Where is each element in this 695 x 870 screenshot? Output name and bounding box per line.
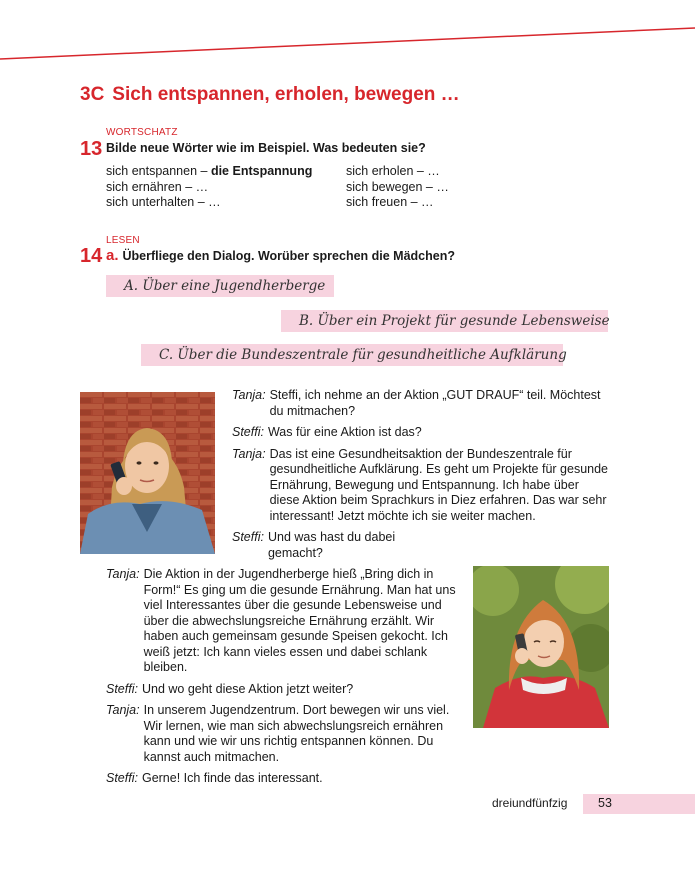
speaker-label: Steffi: — [232, 425, 264, 439]
dialog-turn — [232, 530, 612, 561]
photo-girl-brick-wall — [80, 392, 215, 554]
photo-girl-red-hair — [473, 566, 609, 728]
word-item: sich erholen – … — [346, 164, 440, 178]
answer-option-c[interactable]: C. Über die Bundeszentrale für gesundheitliche Aufklärung — [141, 344, 563, 366]
speech-text: Und was hast du dabei gemacht? — [267, 530, 396, 560]
answer-option-a[interactable]: A. Über eine Jugendherberge — [106, 275, 334, 297]
top-rule-line — [0, 0, 695, 62]
dialog-turn — [232, 447, 612, 525]
dialog-top — [232, 388, 612, 567]
word-item: sich entspannen – die Entspannung — [106, 164, 313, 178]
speech-text: In unserem Jugendzentrum. Dort bewegen wir uns viel. Wir lernen, wie man sich abwechslungsreich ernähren kann und wie wir uns richtig entspannen können. Du kannst auch mitmachen. — [143, 703, 450, 764]
word-item: sich unterhalten – … — [106, 195, 221, 209]
speaker-label: Steffi: — [106, 771, 138, 785]
word-list-right — [346, 164, 449, 211]
dialog-bottom — [106, 567, 456, 793]
speech-text: Und wo geht diese Aktion jetzt weiter? — [141, 681, 354, 696]
exercise-13-instruction: Bilde neue Wörter wie im Beispiel. Was bedeuten sie? — [106, 141, 426, 155]
exercise-13-category: WORTSCHATZ — [106, 127, 178, 138]
dialog-turn — [106, 703, 456, 765]
exercise-14-category: LESEN — [106, 235, 140, 246]
dialog-turn — [106, 682, 456, 698]
exercise-13-number: 13 — [80, 138, 103, 160]
section-title — [80, 84, 460, 106]
speech-text: Das ist eine Gesundheitsaktion der Bundeszentrale für gesundheitliche Aufklärung. Es geht um Projekte für gesunde Ernährung, Bewegung und Entspannung. Ich habe über diese Aktion beim Sprachkurs in Diez erfahren. Das war sehr interessant! Jetzt möchte ich sie weiter machen. — [269, 446, 609, 523]
speech-text: Was für eine Aktion ist das? — [267, 425, 422, 439]
dialog-turn — [232, 388, 612, 419]
exercise-14-number: 14 — [80, 245, 103, 267]
section-title-text: Sich entspannen, erholen, bewegen … — [112, 84, 460, 105]
speech-text: Steffi, ich nehme an der Aktion „GUT DRAUF“ teil. Möchtest du mitmachen? — [269, 388, 601, 418]
section-code: 3C — [80, 84, 105, 105]
dialog-turn — [106, 567, 456, 676]
dialog-turn — [106, 771, 456, 787]
page-number-word: dreiundfünfzig — [492, 796, 568, 810]
answer-option-b[interactable]: B. Über ein Projekt für gesunde Lebensweise — [281, 310, 608, 332]
exercise-14-sub-letter: a. — [106, 247, 119, 264]
speaker-label: Tanja: — [232, 446, 266, 461]
word-list-left — [106, 164, 312, 211]
exercise-14-instruction — [106, 247, 455, 264]
speaker-label: Tanja: — [106, 567, 140, 581]
dialog-turn — [232, 425, 612, 441]
speaker-label: Steffi: — [232, 530, 264, 544]
word-item: sich bewegen – … — [346, 179, 449, 194]
speech-text: Gerne! Ich finde das interessant. — [141, 771, 323, 785]
speech-text: Die Aktion in der Jugendherberge hieß „Bring dich in Form!“ Es ging um die gesunde Ernährung. Man hat uns viel Interessantes über die gesunde Lebensweise und über die abwechslungsreiche Ernährung erzählt. Wir haben auch gemeinsam gesunde Speisen gekocht. Ich weiß jetzt: Ich kann vieles essen und dabei schlank bleiben. — [143, 567, 456, 674]
speaker-label: Steffi: — [106, 681, 138, 696]
speaker-label: Tanja: — [106, 703, 140, 717]
exercise-14-instruction-text: Überfliege den Dialog. Worüber sprechen die Mädchen? — [122, 249, 455, 263]
word-item: sich ernähren – … — [106, 179, 209, 194]
speaker-label: Tanja: — [232, 388, 266, 402]
page-number: 53 — [598, 796, 612, 810]
word-item: sich freuen – … — [346, 195, 434, 209]
